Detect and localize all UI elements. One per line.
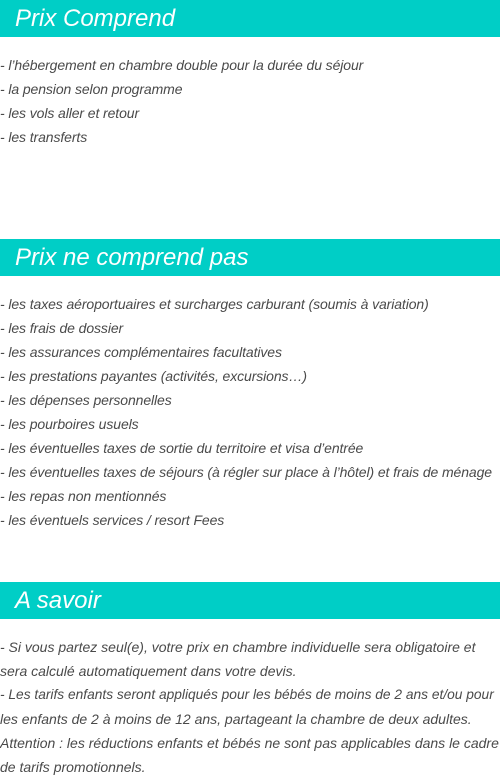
excluded-list xyxy=(0,292,500,532)
list-item: - les frais de dossier xyxy=(0,316,500,340)
note-line: les enfants de 2 à moins de 12 ans, partageant la chambre de deux adultes. xyxy=(0,711,472,727)
notes-block xyxy=(0,635,500,779)
note-line: - Si vous partez seul(e), votre prix en chambre individuelle sera obligatoire et xyxy=(0,639,476,655)
section-header-prix-comprend: Prix Comprend xyxy=(0,0,500,37)
note-line: - Les tarifs enfants seront appliqués pour les bébés de moins de 2 ans et/ou pour xyxy=(0,687,494,702)
list-item: - les vols aller et retour xyxy=(0,101,500,125)
list-item: - les transferts xyxy=(0,125,500,149)
list-item: - les éventuelles taxes de séjours (à régler sur place à l’hôtel) et frais de ménage xyxy=(0,460,500,484)
note-line: sera calculé automatiquement dans votre devis. xyxy=(0,663,297,679)
list-item: - l’hébergement en chambre double pour la durée du séjour xyxy=(0,53,500,77)
note-line: de tarifs promotionnels. xyxy=(0,759,146,775)
list-item: - les prestations payantes (activités, excursions…) xyxy=(0,364,500,388)
section-header-a-savoir: A savoir xyxy=(0,582,500,619)
list-item: - les taxes aéroportuaires et surcharges carburant (soumis à variation) xyxy=(0,292,500,316)
list-item: - les repas non mentionnés xyxy=(0,484,500,508)
list-item: - les dépenses personnelles xyxy=(0,388,500,412)
list-item: - les éventuels services / resort Fees xyxy=(0,508,500,532)
list-item: - les éventuelles taxes de sortie du territoire et visa d’entrée xyxy=(0,436,500,460)
list-item: - la pension selon programme xyxy=(0,77,500,101)
list-item: - les assurances complémentaires facultatives xyxy=(0,340,500,364)
list-item: - les pourboires usuels xyxy=(0,412,500,436)
note-line: Attention : les réductions enfants et bébés ne sont pas applicables dans le cadre xyxy=(0,735,499,751)
section-header-prix-ne-comprend-pas: Prix ne comprend pas xyxy=(0,239,500,276)
included-list xyxy=(0,53,500,149)
